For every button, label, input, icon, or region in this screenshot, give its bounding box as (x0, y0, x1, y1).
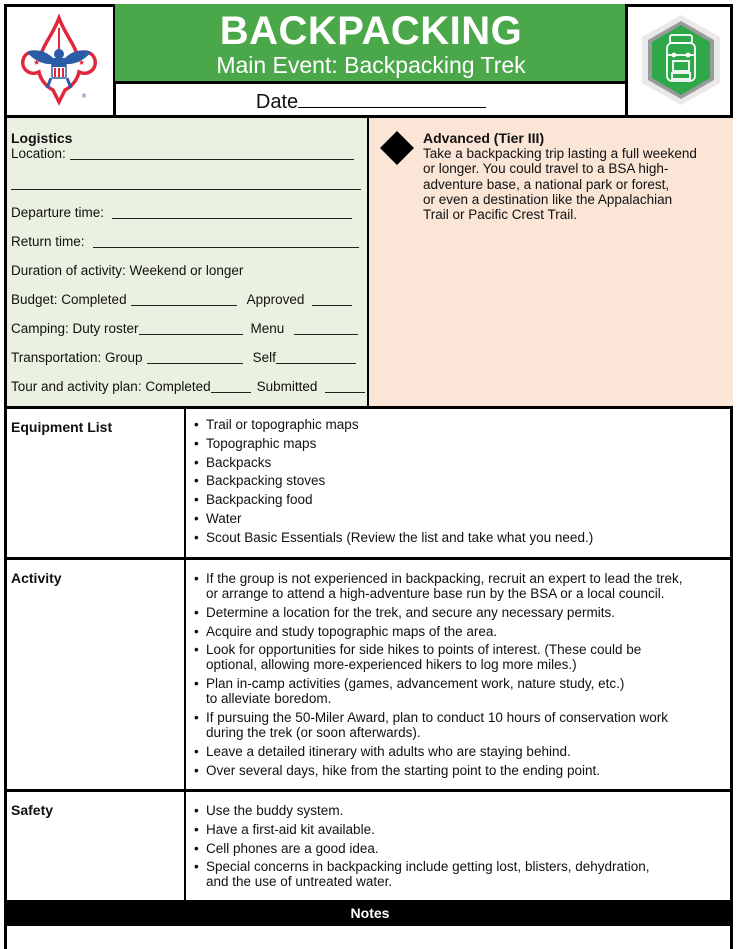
list-item (194, 822, 733, 837)
approved-label: Approved (246, 292, 305, 307)
page-title: BACKPACKING (219, 9, 523, 53)
list-item (194, 624, 733, 639)
logo-cell (4, 4, 116, 118)
logistics-heading: Logistics (11, 130, 73, 146)
list-item-line: • If pursuing the 50-Miler Award, plan to conduct 10 hours of conservation work (206, 709, 669, 725)
list-item (194, 744, 733, 759)
safety-list (194, 803, 733, 889)
list-item-line: • Have a first-aid kit available. (206, 821, 375, 837)
svg-text:®: ® (80, 92, 87, 100)
list-item (194, 710, 733, 740)
tier-description-line: adventure base, a national park or forest, (423, 176, 670, 192)
list-item: • Topographic maps (194, 436, 733, 451)
activity-list (194, 571, 733, 778)
list-item: • Backpacking stoves (194, 473, 733, 488)
budget-completed-input[interactable] (131, 292, 237, 306)
list-item: • Trail or topographic maps (194, 417, 733, 432)
list-item-line: optional, allowing more-experienced hikers to log more miles.) (206, 657, 577, 673)
submitted-label: Submitted (256, 379, 318, 394)
list-item: • Backpacking food (194, 492, 733, 507)
departure-label: Departure time: (11, 205, 105, 220)
list-item (194, 803, 733, 818)
tier-description-line: Take a backpacking trip lasting a full weekend (423, 146, 697, 161)
list-item-line: • Look for opportunities for side hikes to points of interest. (These could be (206, 642, 642, 658)
list-item-line: • Leave a detailed itinerary with adults who are staying behind. (206, 743, 571, 759)
tier-panel (369, 118, 733, 408)
tier-description-line: or even a destination like the Appalachian (423, 191, 673, 207)
black-diamond-icon (380, 131, 414, 165)
duty-roster-input[interactable] (139, 321, 243, 335)
equipment-section (7, 406, 733, 559)
list-item-line: • If the group is not experienced in backpacking, recruit an expert to lead the trek, (206, 571, 683, 586)
list-item: • Scout Basic Essentials (Review the list and take what you need.) (194, 530, 733, 545)
list-item (194, 841, 733, 856)
list-item (194, 676, 733, 706)
equipment-list (194, 417, 733, 545)
list-item-line: • Plan in-camp activities (games, advancement work, nature study, etc.) (206, 676, 625, 692)
list-item (194, 605, 733, 620)
notes-area[interactable] (7, 926, 733, 949)
notes-header (7, 900, 733, 926)
departure-input[interactable] (112, 205, 352, 219)
location-input[interactable] (70, 146, 354, 160)
svg-text:★: ★ (32, 57, 40, 67)
tier-description-line: or longer. You could travel to a BSA high- (423, 161, 669, 177)
duration-text: Duration of activity: Weekend or longer (11, 263, 244, 278)
menu-label: Menu (250, 321, 285, 336)
transport-group-input[interactable] (147, 350, 243, 364)
return-input[interactable] (93, 234, 359, 248)
budget-approved-input[interactable] (312, 292, 352, 306)
tour-completed-input[interactable] (211, 379, 251, 393)
transportation-label: Transportation: Group (11, 350, 143, 365)
list-item-line: and the use of untreated water. (206, 874, 393, 890)
list-item: • Water (194, 511, 733, 526)
budget-label: Budget: Completed (11, 292, 127, 307)
logistics-panel (7, 118, 369, 408)
location-label: Location: (11, 146, 66, 161)
safety-label: Safety (7, 792, 186, 901)
list-item (194, 763, 733, 778)
self-label: Self (252, 350, 276, 365)
list-item (194, 571, 733, 601)
notes-label: Notes (350, 905, 390, 921)
list-item-line: • Determine a location for the trek, and secure any necessary permits. (206, 604, 615, 620)
transport-self-input[interactable] (276, 350, 356, 364)
tier-title: Advanced (Tier III) (423, 130, 545, 146)
date-input-line[interactable] (298, 91, 486, 108)
safety-section (7, 789, 733, 901)
list-item-line: • Acquire and study topographic maps of the area. (206, 623, 498, 639)
backpack-hexagon-badge-icon (640, 13, 722, 107)
camping-label: Camping: Duty roster (11, 321, 139, 336)
list-item-line: • Cell phones are a good idea. (206, 840, 379, 856)
tour-submitted-input[interactable] (325, 379, 365, 393)
list-item-line: to alleviate boredom. (206, 691, 332, 707)
activity-label: Activity (7, 560, 186, 791)
date-label: Date (255, 91, 299, 113)
return-label: Return time: (11, 234, 85, 249)
list-item-line: • Use the buddy system. (206, 803, 344, 818)
title-banner (115, 4, 627, 84)
list-item (194, 859, 733, 889)
tier-description-line: Trail or Pacific Crest Trail. (423, 207, 578, 223)
tour-plan-label: Tour and activity plan: Completed (11, 379, 211, 394)
list-item (194, 642, 733, 672)
bsa-logo-icon (19, 14, 99, 106)
badge-cell (625, 4, 733, 118)
equipment-label: Equipment List (7, 409, 186, 559)
page-subtitle: Main Event: Backpacking Trek (216, 52, 526, 78)
list-item-line: during the trek (or soon afterwards). (206, 724, 421, 740)
date-field[interactable] (115, 83, 627, 118)
list-item-line: • Over several days, hike from the starting point to the ending point. (206, 762, 600, 778)
menu-input[interactable] (294, 321, 358, 335)
svg-text:★: ★ (77, 57, 85, 67)
list-item-line: • Special concerns in backpacking include getting lost, blisters, dehydration, (206, 859, 650, 875)
activity-section (7, 557, 733, 791)
list-item-line: or arrange to attend a high-adventure base run by the BSA or a local council. (206, 586, 665, 601)
list-item: • Backpacks (194, 455, 733, 470)
location-input-line-2[interactable] (11, 176, 361, 190)
